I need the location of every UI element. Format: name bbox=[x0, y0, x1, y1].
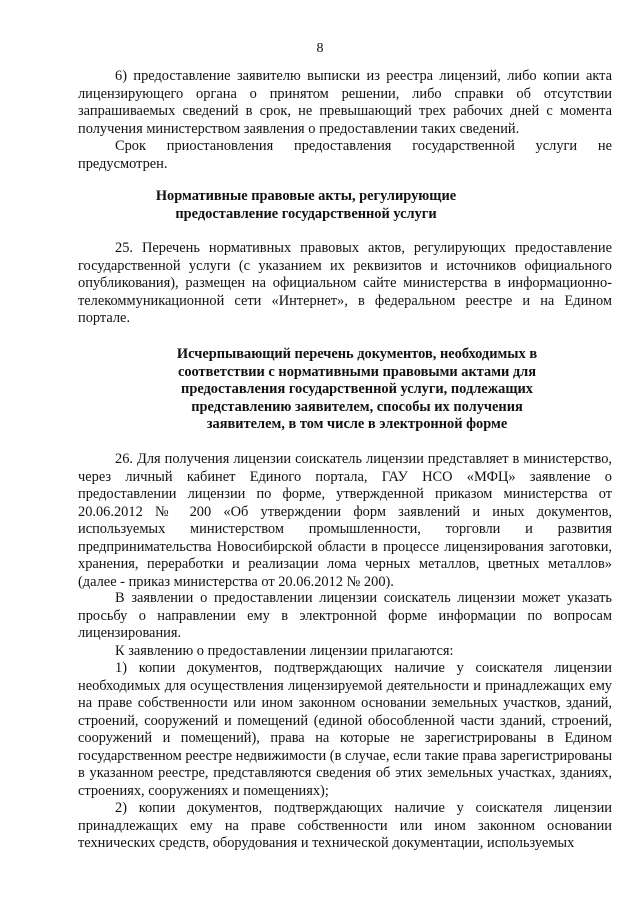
paragraph-application-request: В заявлении о предоставлении лицензии соискатель лицензии может указать просьбу о направлении ему в электронной форме информации по вопросам лицензирования. bbox=[78, 590, 612, 641]
paragraph-attachment-2: 2) копии документов, подтверждающих наличие у соискателя лицензии принадлежащих ему на праве собственности или ином законном основании технических средств, оборудования и технической документации, используемых bbox=[78, 800, 612, 851]
paragraph-26: 26. Для получения лицензии соискатель лицензии представляет в министерство, через личный кабинет Единого портала, ГАУ НСО «МФЦ» заявление о предоставлении лицензии по форме, утвержденной приказом министерства от 20.06.2012 № 200 «Об утверждении форм заявлений и иных документов, используемых министерством промышленности, торговли и развития предпринимательства Новосибирской области в процессе лицензирования заготовки, хранения, переработки и реализации лома черных металлов, цветных металлов» (далее - приказ министерства от 20.06.2012 № 200). bbox=[78, 451, 612, 590]
page-number: 8 bbox=[316, 41, 324, 56]
section-heading-documents-list: Исчерпывающий перечень документов, необходимых в соответствии с нормативными правовыми актами для предоставления государственной услуги, подлежащих представлению заявителем, способы их получения заявителем, в том числе в электронной форме bbox=[176, 346, 538, 432]
paragraph-25: 25. Перечень нормативных правовых актов, регулирующих предоставление государственной услуги (с указанием их реквизитов и источников официального опубликования), размещен на официальном сайте министерства в информационно-телекоммуникационной сети «Интернет», в федеральном реестре и на Едином портале. bbox=[78, 240, 612, 326]
section-heading-legal-acts: Нормативные правовые акты, регулирующие предоставление государственной услуги bbox=[155, 188, 457, 222]
paragraph-attachment-1: 1) копии документов, подтверждающих наличие у соискателя лицензии необходимых для осуществления лицензируемой деятельности и принадлежащих ему на праве собственности или ином законном основании земельных участков, зданий, строений, сооружений и помещений (единой обособленной части зданий, строений, сооружений и помещений), права на которые не зарегистрированы в Едином государственном реестре недвижимости (в случае, если такие права зарегистрированы в указанном реестре, представляются сведения об этих земельных участках, зданиях, строениях, сооружениях и помещениях); bbox=[78, 660, 612, 799]
paragraph-attachments-intro: К заявлению о предоставлении лицензии прилагаются: bbox=[115, 643, 454, 659]
paragraph-item-6: 6) предоставление заявителю выписки из реестра лицензий, либо копии акта лицензирующего органа о принятом решении, либо справки об отсутствии запрашиваемых сведений в срок, не превышающий трех рабочих дней с момента получения министерством заявления о предоставлении таких сведений. bbox=[78, 68, 612, 137]
paragraph-suspension-term: Срок приостановления предоставления государственной услуги не предусмотрен. bbox=[78, 138, 612, 172]
